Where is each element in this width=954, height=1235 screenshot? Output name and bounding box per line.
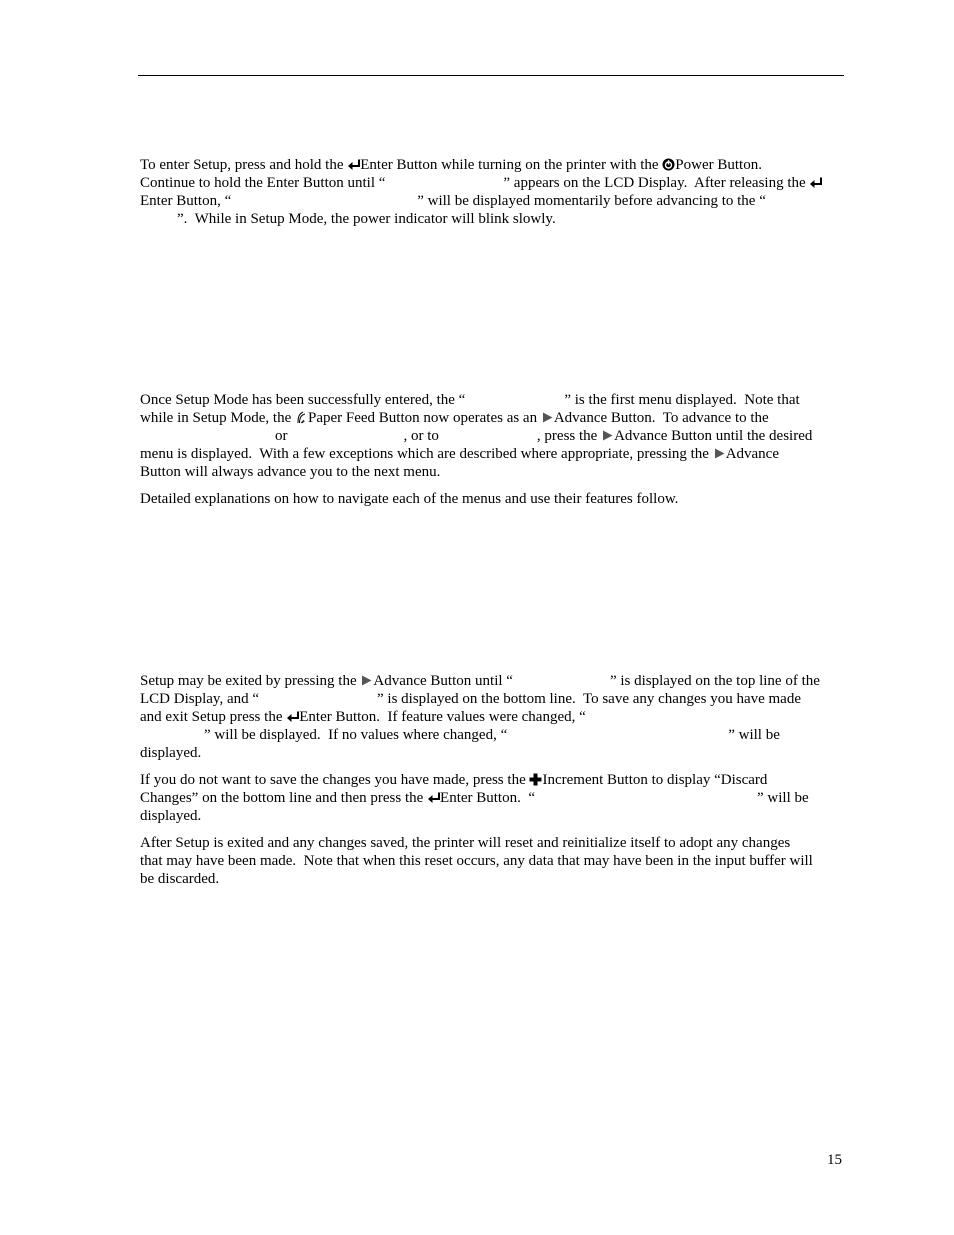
- text-line: Detailed explanations on how to navigate each of the menus and use their features follow.: [140, 491, 679, 507]
- text-line: ”. While in Setup Mode, the power indicator will blink slowly.: [177, 211, 556, 227]
- text-line: menu is displayed. With a few exceptions which are described where appropriate, pressing the Advance: [140, 446, 779, 462]
- paragraph-setup-mode: [140, 391, 843, 481]
- text-line: Setup may be exited by pressing the Advance Button until “ ” is displayed on the top line of the: [140, 673, 820, 689]
- power-icon: [662, 158, 675, 171]
- plus-icon: [529, 773, 542, 786]
- advance-triangle-icon: [541, 411, 554, 424]
- text-line: Enter Button, “ ” will be displayed momentarily before advancing to the “: [140, 193, 766, 209]
- text-line: To enter Setup, press and hold the Enter Button while turning on the printer with the Power Button.: [140, 157, 762, 173]
- paragraph-exit-setup: [140, 672, 843, 762]
- advance-triangle-icon: [360, 674, 373, 687]
- paragraph-explanations: [140, 490, 843, 508]
- enter-arrow-icon: [286, 710, 299, 723]
- text-line: After Setup is exited and any changes saved, the printer will reset and reinitialize itself to adopt any changes: [140, 835, 791, 851]
- text-line: LCD Display, and “ ” is displayed on the bottom line. To save any changes you have made: [140, 691, 801, 707]
- text-line: displayed.: [140, 808, 202, 824]
- enter-arrow-icon: [809, 176, 822, 189]
- advance-triangle-icon: [601, 429, 614, 442]
- text-line: Changes” on the bottom line and then press the Enter Button. “ ” will be: [140, 790, 809, 806]
- text-line: that may have been made. Note that when this reset occurs, any data that may have been in the input buffer will: [140, 853, 813, 869]
- enter-arrow-icon: [347, 158, 360, 171]
- text-line: If you do not want to save the changes you have made, press the Increment Button to display “Discard: [140, 772, 768, 788]
- paper-feed-icon: [295, 411, 308, 424]
- text-line: Once Setup Mode has been successfully entered, the “ ” is the first menu displayed. Note that: [140, 392, 800, 408]
- text-line: and exit Setup press the Enter Button. If feature values were changed, “: [140, 709, 586, 725]
- advance-triangle-icon: [713, 447, 726, 460]
- page-number: 15: [827, 1152, 842, 1168]
- text-line: while in Setup Mode, the Paper Feed Button now operates as an Advance Button. To advance to the: [140, 410, 769, 426]
- enter-arrow-icon: [427, 791, 440, 804]
- paragraph-enter-setup: [140, 156, 843, 228]
- text-line: or , or to , press the Advance Button until the desired: [275, 428, 813, 444]
- paragraph-discard-changes: [140, 771, 843, 825]
- text-line: Button will always advance you to the next menu.: [140, 464, 441, 480]
- text-line: Continue to hold the Enter Button until “ ” appears on the LCD Display. After releasing the: [140, 174, 843, 192]
- text-line: ” will be displayed. If no values where changed, “ ” will be: [204, 727, 780, 743]
- header-rule: [138, 75, 844, 76]
- text-line: displayed.: [140, 745, 202, 761]
- text-line: be discarded.: [140, 871, 220, 887]
- paragraph-reset: [140, 834, 843, 888]
